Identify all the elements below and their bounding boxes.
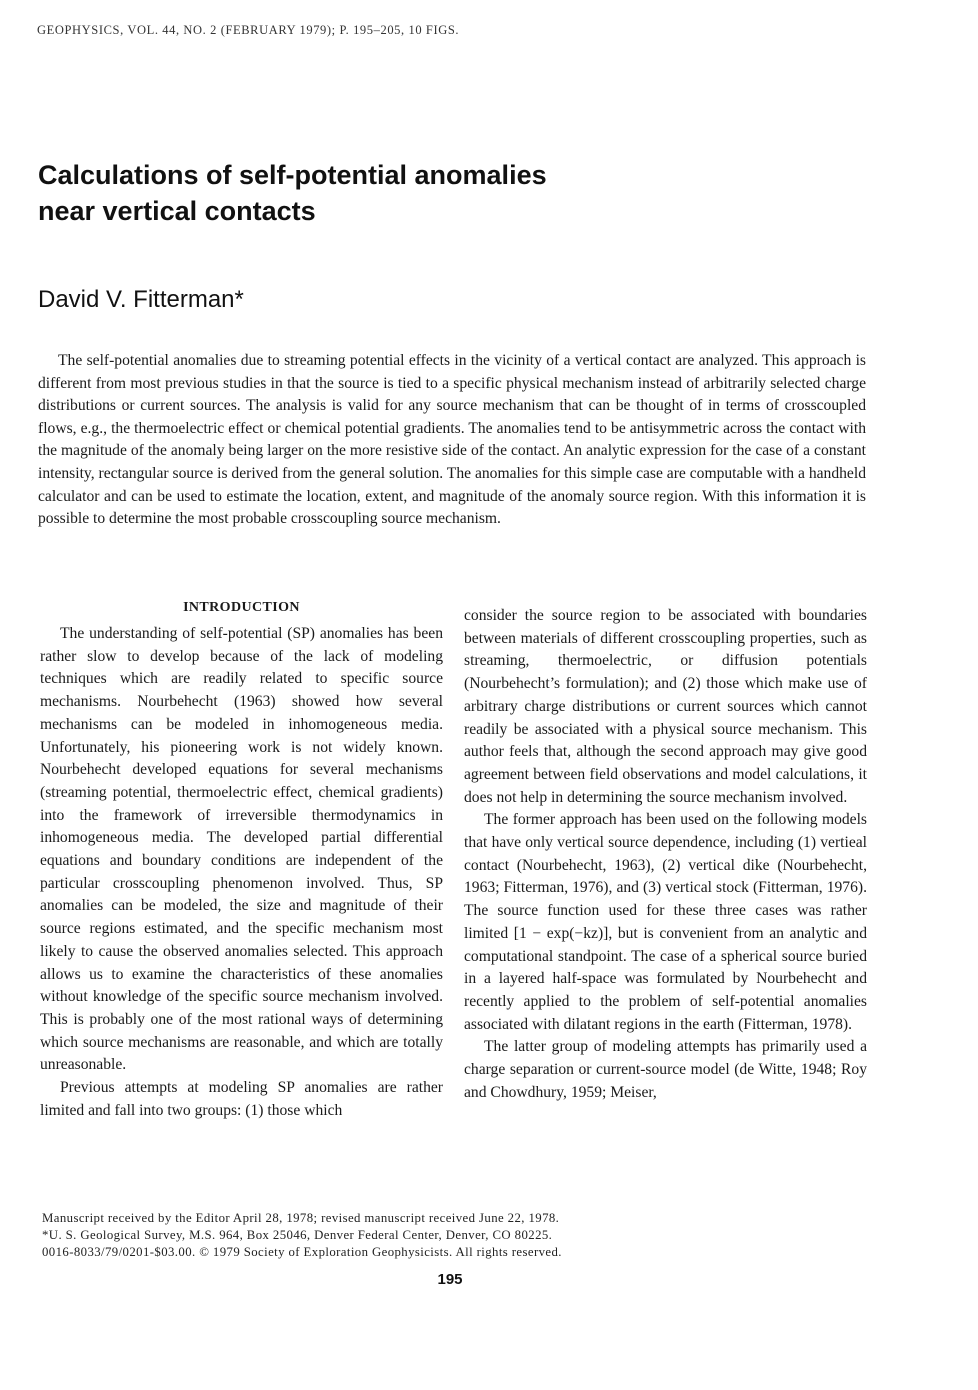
footnote-copyright: 0016-8033/79/0201-$03.00. © 1979 Society of Exploration Geophysicists. All rights reserved. — [42, 1245, 562, 1259]
intro-paragraph-3: The former approach has been used on the following models that have only vertical source dependence, including (1) vertieal contact (Nourbehecht, 1963), (2) vertical dike (Nourbehecht, 1963; Fitterman, 1976), and (3) vertical stock (Fitterman, 1976). The source function used for these three cases was rather limited [1 − exp(−kz)], but is convenient from an analytic and computational standpoint. The case of a spherical source buried in a layered half-space was formulated by Nourbehecht and recently applied to the problem of self-potential anomalies associated with dilatant regions in the earth (Fitterman, 1978). — [464, 811, 867, 1033]
abstract: The self-potential anomalies due to streaming potential effects in the vicinity of a vertical contact are analyzed. This approach is different from most previous studies in that the source is tied to a specific physical mechanism instead of arbitrarily selected charge distributions or current sources. The analysis is valid for any source mechanism that can be thought of in terms of crosscoupled flows, e.g., the thermoelectric effect or chemical potential gradients. The anomalies tend to be antisymmetric across the contact with the magnitude of the anomaly being larger on the more resistive side of the contact. An analytic expression for the case of a constant intensity, rectangular source is derived from the general solution. The anomalies for this simple case are computable with a handheld calculator and can be used to estimate the location, extent, and magnitude of the anomaly source region. With this information it is possible to determine the most probable crosscoupling source mechanism. — [38, 352, 866, 528]
footnotes — [42, 1210, 862, 1261]
intro-paragraph-4: The latter group of modeling attempts has primarily used a charge separation or current-source model (de Witte, 1948; Roy and Chowdhury, 1959; Meiser, — [464, 1038, 867, 1101]
page-number: 195 — [437, 1271, 463, 1288]
footnote-affiliation: *U. S. Geological Survey, M.S. 964, Box 25046, Denver Federal Center, Denver, CO 80225. — [42, 1228, 553, 1242]
title-line-2: near vertical contacts — [38, 196, 316, 226]
right-column — [464, 605, 867, 1104]
left-column — [40, 598, 443, 1122]
running-head: GEOPHYSICS, VOL. 44, NO. 2 (FEBRUARY 1979); P. 195–205, 10 FIGS. — [37, 23, 460, 37]
section-heading-introduction: INTRODUCTION — [183, 600, 300, 615]
footnote-received: Manuscript received by the Editor April 28, 1978; revised manuscript received June 22, 1978. — [42, 1211, 560, 1225]
author-name: David V. Fitterman* — [38, 286, 244, 313]
article-title — [38, 157, 738, 229]
intro-paragraph-2-start: Previous attempts at modeling SP anomalies are rather limited and fall into two groups: (1) those which — [40, 1079, 443, 1119]
intro-paragraph-2-continued: consider the source region to be associated with boundaries between materials of different crosscoupling properties, such as streaming, thermoelectric, or diffusion potentials (Nourbehecht’s formulation); and (2) those which make use of arbitrary charge distributions or current sources which cannot readily be associated with a physical source mechanism. This author feels that, although the second approach may give good agreement between field observations and model calculations, it does not help in determining the source mechanism involved. — [464, 607, 867, 806]
title-line-1: Calculations of self-potential anomalies — [38, 160, 547, 190]
intro-paragraph-1: The understanding of self-potential (SP) anomalies has been rather slow to develop because of the lack of modeling techniques which are readily related to specific source mechanisms. Nourbehecht (1963) showed how several mechanisms can be modeled in inhomogeneous media. Unfortunately, his pioneering work is not widely known. Nourbehecht developed equations for several mechanisms (streaming potential, thermoelectric effect, chemical gradients) into the framework of irreversible thermodynamics in inhomogeneous media. The developed partial differential equations and boundary conditions are independent of the particular crosscoupling phenomenon involved. Thus, SP anomalies can be modeled, the size and magnitude of their source regions estimated, and the specific mechanism most likely to cause the observed anomalies selected. This approach allows us to examine the characteristics of these anomalies without knowledge of the specific source mechanism involved. This is probably one of the most rational ways of determining which source mechanisms are reasonable, and which are totally unreasonable. — [40, 625, 443, 1074]
